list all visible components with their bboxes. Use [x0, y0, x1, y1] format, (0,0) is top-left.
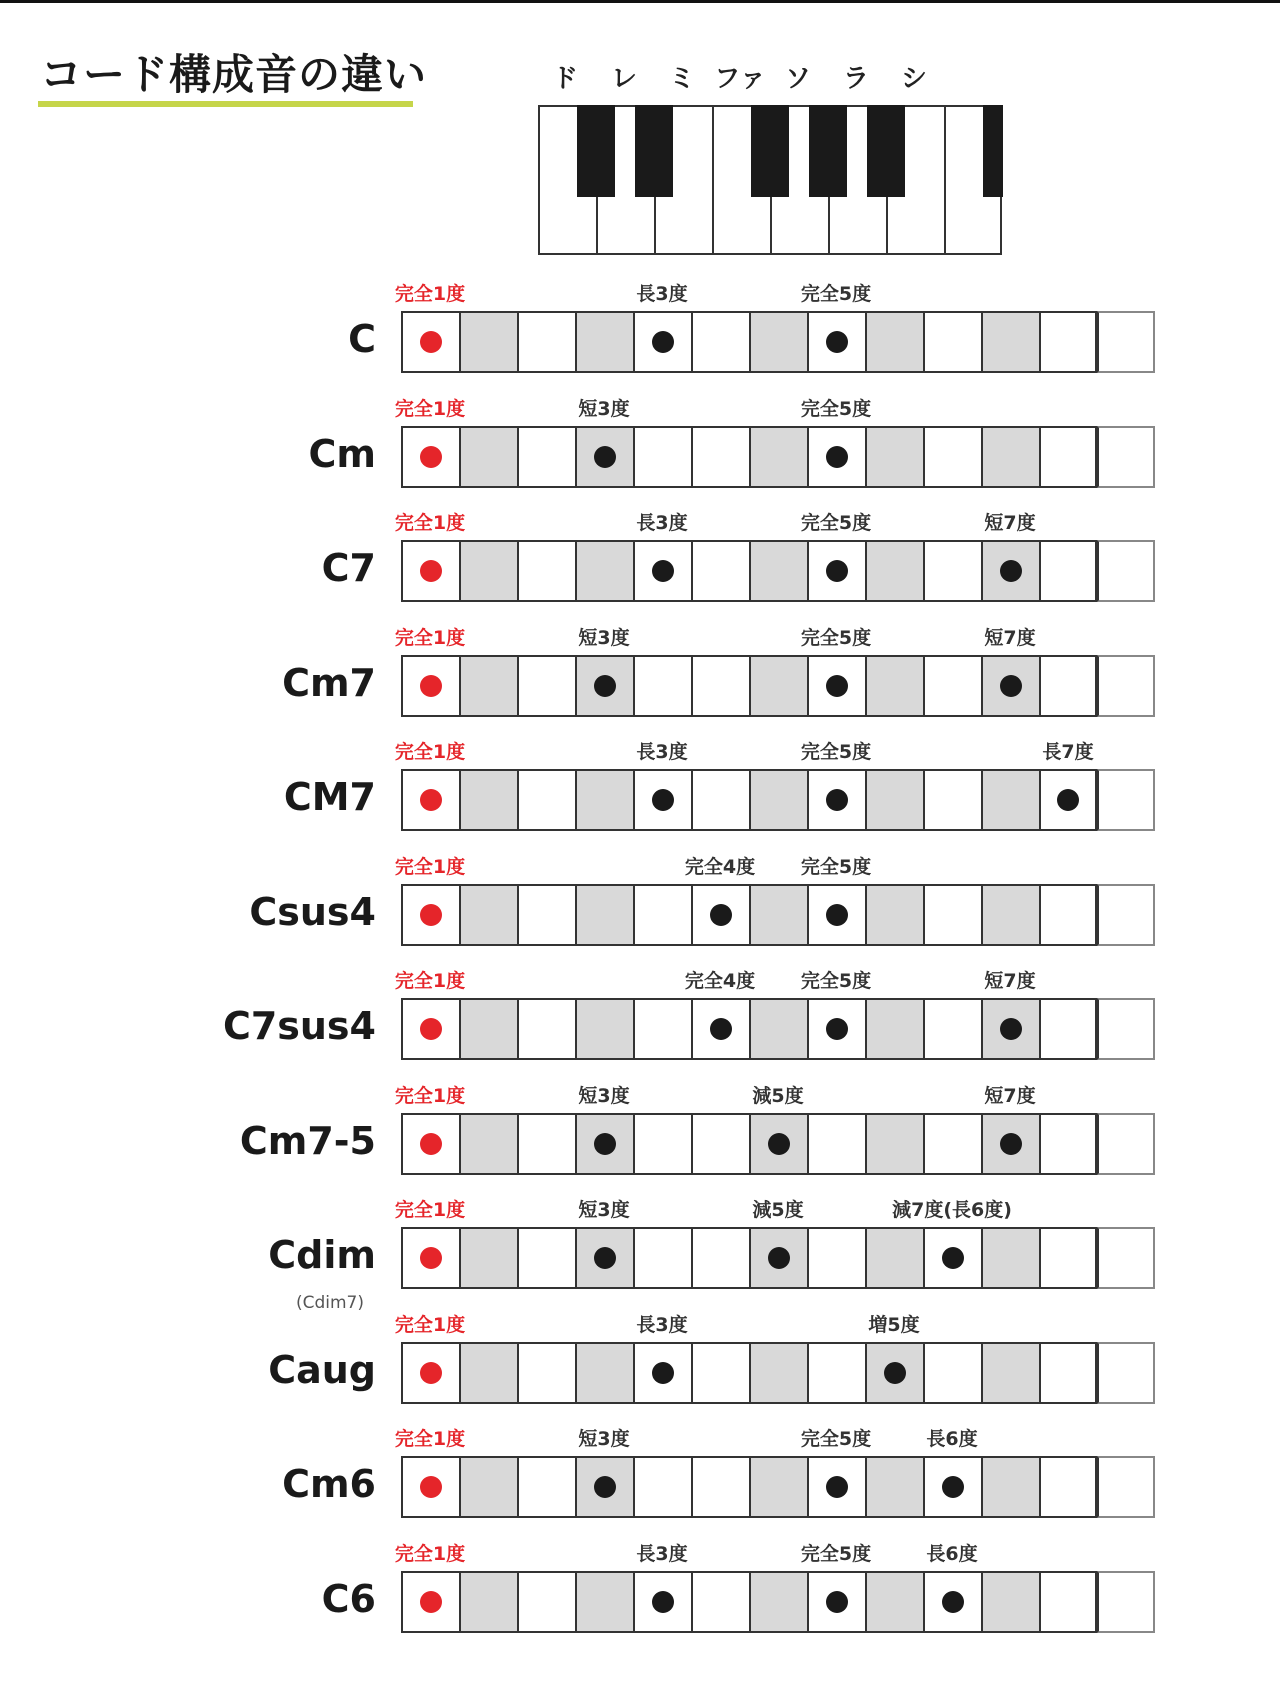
semitone-cell — [517, 1571, 575, 1633]
semitone-cell — [459, 1227, 517, 1289]
semitone-cell — [981, 1227, 1039, 1289]
semitone-cell — [633, 311, 691, 373]
semitone-cell — [981, 998, 1039, 1060]
chord-note-dot — [1000, 560, 1022, 582]
chord-note-dot — [652, 789, 674, 811]
semitone-cell — [1097, 655, 1155, 717]
chord-note-dot — [826, 1018, 848, 1040]
interval-label: 長6度 — [926, 1428, 978, 1450]
semitone-cell — [459, 1113, 517, 1175]
semitone-cell — [923, 884, 981, 946]
semitone-cell — [633, 426, 691, 488]
semitone-cell — [459, 311, 517, 373]
semitone-cell — [981, 655, 1039, 717]
chord-label: Caug — [268, 1347, 376, 1392]
chord-strip — [401, 426, 1161, 488]
page-title: コード構成音の違い — [40, 50, 428, 99]
semitone-cell — [749, 1571, 807, 1633]
chord-note-dot — [826, 675, 848, 697]
black-key-5 — [867, 105, 905, 197]
semitone-cell — [691, 1571, 749, 1633]
semitone-cell — [517, 540, 575, 602]
semitone-cell — [749, 769, 807, 831]
note-name-1: ド — [551, 64, 579, 94]
piano-keyboard — [538, 105, 1006, 257]
semitone-cell — [633, 1456, 691, 1518]
chord-strip — [401, 655, 1161, 717]
semitone-cell — [1039, 426, 1097, 488]
semitone-cell — [981, 1456, 1039, 1518]
interval-label: 完全5度 — [800, 970, 872, 992]
semitone-cell — [691, 884, 749, 946]
chord-note-dot — [768, 1133, 790, 1155]
semitone-cell — [923, 1571, 981, 1633]
interval-label: 完全5度 — [800, 1542, 872, 1565]
chord-note-dot — [652, 331, 674, 353]
note-name-4: ファ — [714, 64, 766, 94]
semitone-cell — [807, 1342, 865, 1404]
semitone-cell — [633, 769, 691, 831]
semitone-cell — [575, 1227, 633, 1289]
note-name-7: シ — [900, 64, 928, 94]
interval-label: 短7度 — [984, 970, 1036, 992]
semitone-cell — [633, 540, 691, 602]
chord-label: Cm6 — [282, 1462, 376, 1506]
semitone-cell — [749, 1227, 807, 1289]
interval-label: 完全5度 — [800, 397, 872, 420]
semitone-cell — [923, 1456, 981, 1518]
interval-label: 減7度(長6度) — [892, 1199, 1012, 1221]
semitone-cell — [1097, 1113, 1155, 1175]
interval-label: 長6度 — [926, 1542, 978, 1565]
semitone-cell — [749, 655, 807, 717]
semitone-cell — [807, 655, 865, 717]
chord-note-dot — [594, 1476, 616, 1498]
semitone-cell — [981, 540, 1039, 602]
semitone-cell — [633, 1571, 691, 1633]
semitone-cell — [401, 998, 459, 1060]
chord-label: C7 — [321, 546, 376, 590]
semitone-cell — [691, 998, 749, 1060]
note-name-6: ラ — [842, 64, 870, 94]
chord-note-dot — [1057, 789, 1079, 811]
interval-label: 完全4度 — [684, 970, 756, 992]
interval-label: 短3度 — [578, 1428, 630, 1450]
chord-label: Cm7 — [282, 660, 376, 705]
semitone-cell — [575, 655, 633, 717]
semitone-cell — [865, 1456, 923, 1518]
black-key-6 — [983, 105, 1003, 197]
chord-label: CM7 — [283, 775, 376, 819]
black-key-4 — [809, 105, 847, 197]
semitone-cell — [749, 884, 807, 946]
chord-note-dot — [826, 331, 848, 353]
semitone-cell — [749, 311, 807, 373]
chord-note-dot — [652, 1362, 674, 1384]
semitone-cell — [749, 426, 807, 488]
semitone-cell — [807, 426, 865, 488]
interval-label: 完全5度 — [800, 283, 872, 305]
semitone-cell — [401, 655, 459, 717]
semitone-cell — [517, 769, 575, 831]
semitone-cell — [691, 655, 749, 717]
semitone-cell — [459, 655, 517, 717]
chord-note-dot — [942, 1247, 964, 1269]
interval-label: 完全1度 — [394, 1199, 466, 1221]
interval-label: 短3度 — [578, 1199, 630, 1221]
semitone-cell — [401, 769, 459, 831]
semitone-cell — [401, 540, 459, 602]
semitone-cell — [981, 1113, 1039, 1175]
chord-strip — [401, 1342, 1161, 1404]
semitone-cell — [575, 998, 633, 1060]
interval-label: 完全1度 — [394, 397, 466, 420]
semitone-cell — [459, 1571, 517, 1633]
interval-label: 短7度 — [984, 626, 1036, 649]
semitone-cell — [981, 769, 1039, 831]
semitone-cell — [459, 884, 517, 946]
root-note-dot — [420, 904, 442, 926]
semitone-cell — [401, 311, 459, 373]
semitone-cell — [807, 311, 865, 373]
chord-label: C7sus4 — [222, 1004, 376, 1048]
semitone-cell — [575, 540, 633, 602]
semitone-cell — [517, 655, 575, 717]
semitone-cell — [633, 884, 691, 946]
semitone-cell — [633, 998, 691, 1060]
semitone-cell — [981, 1571, 1039, 1633]
semitone-cell — [401, 426, 459, 488]
semitone-cell — [459, 426, 517, 488]
semitone-cell — [691, 769, 749, 831]
semitone-cell — [459, 540, 517, 602]
semitone-cell — [517, 1342, 575, 1404]
chord-strip — [401, 311, 1161, 373]
semitone-cell — [1039, 884, 1097, 946]
semitone-cell — [575, 1456, 633, 1518]
chord-note-dot — [594, 675, 616, 697]
title-underline — [38, 101, 413, 107]
semitone-cell — [517, 426, 575, 488]
note-name-3: ミ — [668, 64, 696, 94]
chord-note-dot — [826, 1591, 848, 1613]
interval-label: 長7度 — [1042, 741, 1094, 763]
interval-label: 完全5度 — [800, 512, 872, 534]
root-note-dot — [420, 1591, 442, 1613]
interval-label: 完全1度 — [394, 1313, 466, 1336]
semitone-cell — [807, 540, 865, 602]
chord-note-dot — [1000, 1133, 1022, 1155]
chord-note-dot — [942, 1591, 964, 1613]
semitone-cell — [691, 1342, 749, 1404]
chord-label: Cdim — [268, 1233, 376, 1277]
semitone-cell — [865, 1227, 923, 1289]
semitone-cell — [633, 1113, 691, 1175]
chord-label: Cm7-5 — [239, 1118, 376, 1163]
interval-label: 長3度 — [636, 1542, 688, 1565]
semitone-cell — [1039, 1456, 1097, 1518]
semitone-cell — [1039, 1342, 1097, 1404]
semitone-cell — [749, 540, 807, 602]
chord-note-dot — [710, 904, 732, 926]
semitone-cell — [807, 1571, 865, 1633]
top-border — [0, 0, 1280, 3]
semitone-cell — [401, 1113, 459, 1175]
semitone-cell — [401, 1342, 459, 1404]
semitone-cell — [459, 1456, 517, 1518]
interval-label: 長3度 — [636, 1313, 688, 1336]
chord-note-dot — [652, 560, 674, 582]
interval-label: 完全4度 — [684, 855, 756, 878]
semitone-cell — [1039, 998, 1097, 1060]
semitone-cell — [807, 998, 865, 1060]
semitone-cell — [865, 998, 923, 1060]
chord-strip — [401, 1571, 1161, 1633]
interval-label: 完全5度 — [800, 1428, 872, 1450]
semitone-cell — [517, 1227, 575, 1289]
interval-label: 完全5度 — [800, 741, 872, 763]
semitone-cell — [865, 769, 923, 831]
chord-strip — [401, 1113, 1161, 1175]
semitone-cell — [865, 884, 923, 946]
semitone-cell — [633, 1227, 691, 1289]
interval-label: 完全1度 — [394, 512, 466, 534]
semitone-cell — [923, 540, 981, 602]
interval-label: 完全1度 — [394, 970, 466, 992]
semitone-cell — [981, 311, 1039, 373]
semitone-cell — [1039, 1113, 1097, 1175]
semitone-cell — [1097, 1456, 1155, 1518]
interval-label: 長3度 — [636, 512, 688, 534]
interval-label: 完全1度 — [394, 1542, 466, 1565]
chord-note-dot — [594, 1247, 616, 1269]
black-key-1 — [577, 105, 615, 197]
semitone-cell — [401, 1227, 459, 1289]
semitone-cell — [1097, 1342, 1155, 1404]
semitone-cell — [1039, 655, 1097, 717]
chord-strip — [401, 540, 1161, 602]
semitone-cell — [865, 311, 923, 373]
semitone-cell — [575, 1571, 633, 1633]
semitone-cell — [575, 426, 633, 488]
chord-strip — [401, 1456, 1161, 1518]
semitone-cell — [1097, 540, 1155, 602]
semitone-cell — [1039, 311, 1097, 373]
root-note-dot — [420, 331, 442, 353]
interval-label: 完全5度 — [800, 626, 872, 649]
chord-strip — [401, 998, 1161, 1060]
semitone-cell — [807, 1456, 865, 1518]
chord-note-dot — [1000, 1018, 1022, 1040]
chord-note-dot — [942, 1476, 964, 1498]
semitone-cell — [865, 1113, 923, 1175]
semitone-cell — [1097, 1227, 1155, 1289]
semitone-cell — [1097, 769, 1155, 831]
semitone-cell — [749, 1342, 807, 1404]
interval-label: 長3度 — [636, 283, 688, 305]
interval-label: 短3度 — [578, 626, 630, 649]
semitone-cell — [923, 1227, 981, 1289]
semitone-cell — [865, 1571, 923, 1633]
semitone-cell — [1097, 426, 1155, 488]
semitone-cell — [633, 655, 691, 717]
semitone-cell — [691, 426, 749, 488]
chord-strip — [401, 769, 1161, 831]
interval-label: 減5度 — [752, 1199, 804, 1221]
root-note-dot — [420, 1133, 442, 1155]
semitone-cell — [401, 1571, 459, 1633]
semitone-cell — [1097, 998, 1155, 1060]
chord-note-dot — [1000, 675, 1022, 697]
semitone-cell — [923, 769, 981, 831]
note-name-row — [540, 58, 1020, 98]
chord-strip — [401, 1227, 1161, 1289]
semitone-cell — [517, 884, 575, 946]
semitone-cell — [633, 1342, 691, 1404]
semitone-cell — [923, 1113, 981, 1175]
chord-note-dot — [826, 789, 848, 811]
interval-label: 減5度 — [752, 1084, 804, 1107]
semitone-cell — [749, 998, 807, 1060]
chord-note-dot — [594, 446, 616, 468]
semitone-cell — [517, 311, 575, 373]
root-note-dot — [420, 560, 442, 582]
semitone-cell — [575, 311, 633, 373]
semitone-cell — [1039, 1571, 1097, 1633]
semitone-cell — [459, 769, 517, 831]
semitone-cell — [865, 1342, 923, 1404]
semitone-cell — [981, 884, 1039, 946]
semitone-cell — [459, 1342, 517, 1404]
interval-label: 完全1度 — [394, 1084, 466, 1107]
semitone-cell — [865, 540, 923, 602]
interval-label: 完全5度 — [800, 855, 872, 878]
semitone-cell — [575, 1342, 633, 1404]
chord-note-dot — [768, 1247, 790, 1269]
chord-note-dot — [652, 1591, 674, 1613]
interval-label: 短7度 — [984, 512, 1036, 534]
semitone-cell — [923, 655, 981, 717]
chord-note-dot — [826, 904, 848, 926]
note-name-5: ソ — [784, 64, 812, 94]
interval-label: 完全1度 — [394, 626, 466, 649]
semitone-cell — [691, 311, 749, 373]
semitone-cell — [1039, 769, 1097, 831]
interval-label: 完全1度 — [394, 283, 466, 305]
semitone-cell — [807, 884, 865, 946]
semitone-cell — [1039, 1227, 1097, 1289]
interval-label: 短3度 — [578, 1084, 630, 1107]
chord-label: Csus4 — [249, 889, 376, 934]
semitone-cell — [1097, 311, 1155, 373]
semitone-cell — [749, 1456, 807, 1518]
semitone-cell — [923, 426, 981, 488]
semitone-cell — [691, 1227, 749, 1289]
semitone-cell — [575, 1113, 633, 1175]
chord-strip — [401, 884, 1161, 946]
interval-label: 増5度 — [868, 1313, 920, 1336]
semitone-cell — [865, 655, 923, 717]
chord-note-dot — [826, 560, 848, 582]
black-key-3 — [751, 105, 789, 197]
chord-note-dot — [710, 1018, 732, 1040]
semitone-cell — [517, 1113, 575, 1175]
semitone-cell — [575, 769, 633, 831]
root-note-dot — [420, 675, 442, 697]
semitone-cell — [749, 1113, 807, 1175]
semitone-cell — [923, 998, 981, 1060]
semitone-cell — [807, 769, 865, 831]
semitone-cell — [517, 1456, 575, 1518]
semitone-cell — [1039, 540, 1097, 602]
semitone-cell — [401, 884, 459, 946]
chord-label: C6 — [321, 1576, 376, 1621]
semitone-cell — [1097, 1571, 1155, 1633]
chord-note-dot — [826, 1476, 848, 1498]
chord-label: Cm — [308, 431, 376, 476]
interval-label: 完全1度 — [394, 1428, 466, 1450]
root-note-dot — [420, 1018, 442, 1040]
semitone-cell — [691, 540, 749, 602]
semitone-cell — [865, 426, 923, 488]
note-name-2: レ — [610, 64, 638, 94]
semitone-cell — [691, 1113, 749, 1175]
root-note-dot — [420, 1476, 442, 1498]
interval-label: 長3度 — [636, 741, 688, 763]
semitone-cell — [517, 998, 575, 1060]
semitone-cell — [459, 998, 517, 1060]
semitone-cell — [401, 1456, 459, 1518]
semitone-cell — [923, 311, 981, 373]
root-note-dot — [420, 1247, 442, 1269]
semitone-cell — [1097, 884, 1155, 946]
chord-label: C — [348, 317, 376, 361]
chord-note-dot — [826, 446, 848, 468]
root-note-dot — [420, 446, 442, 468]
chord-sublabel: (Cdim7) — [295, 1293, 365, 1313]
semitone-cell — [807, 1113, 865, 1175]
chord-note-dot — [594, 1133, 616, 1155]
chord-note-dot — [884, 1362, 906, 1384]
semitone-cell — [807, 1227, 865, 1289]
semitone-cell — [691, 1456, 749, 1518]
semitone-cell — [981, 1342, 1039, 1404]
black-key-2 — [635, 105, 673, 197]
root-note-dot — [420, 789, 442, 811]
semitone-cell — [575, 884, 633, 946]
interval-label: 短7度 — [984, 1084, 1036, 1107]
root-note-dot — [420, 1362, 442, 1384]
semitone-cell — [923, 1342, 981, 1404]
interval-label: 完全1度 — [394, 741, 466, 763]
interval-label: 短3度 — [578, 397, 630, 420]
semitone-cell — [981, 426, 1039, 488]
interval-label: 完全1度 — [394, 855, 466, 878]
